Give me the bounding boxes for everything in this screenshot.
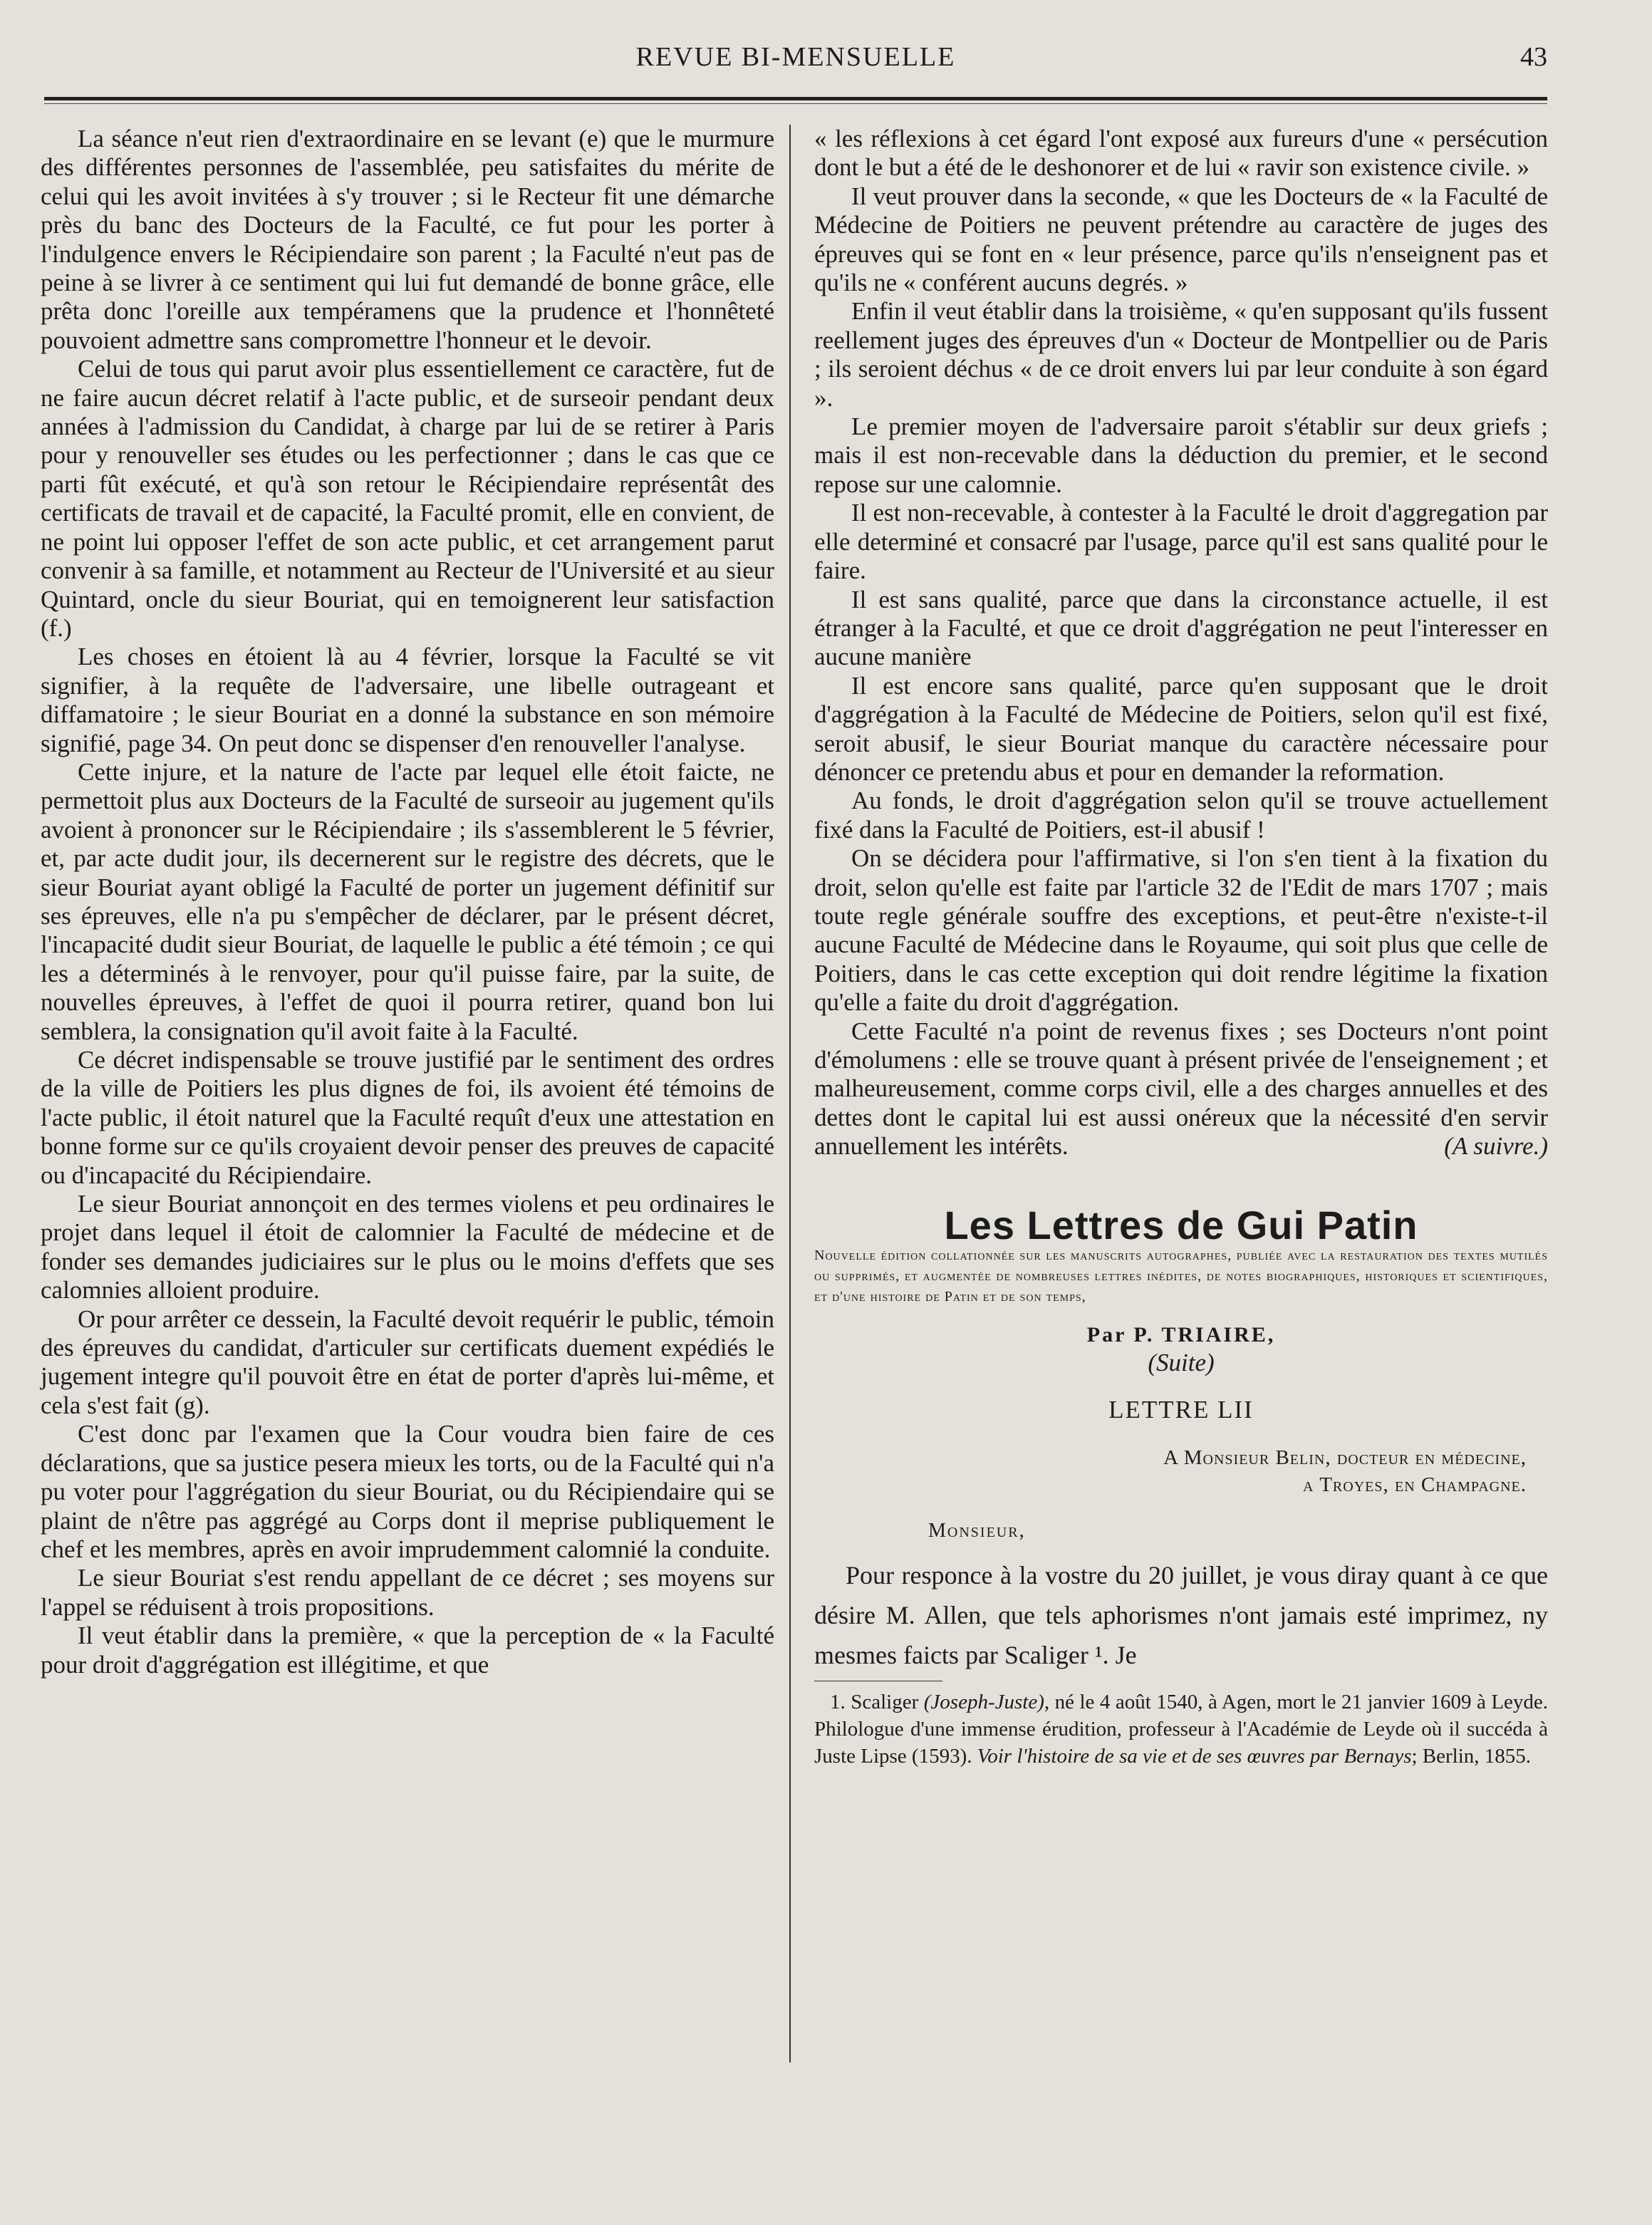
footnote-name: Scaliger	[851, 1691, 919, 1714]
letter-address	[814, 1444, 1548, 1498]
paragraph: Il est non-recevable, à contester à la Faculté le droit d'aggregation par elle determiné et consacré par l'usage, parce qu'il est sans qualité pour le faire.	[814, 499, 1548, 585]
footnote-tail: ; Berlin, 1855.	[1411, 1745, 1532, 1768]
paragraph: « les réflexions à cet égard l'ont exposé aux fureurs d'une « persécution dont le but a été de le deshonorer et de lui « ravir son existence civile. »	[814, 125, 1548, 182]
paragraph: Enfin il veut établir dans la troisième, « qu'en supposant qu'ils fussent reellement juges des épreuves d'un « Docteur de Montpellier ou de Paris ; ils seroient déchus « de ce droit envers lui par leur conduite à son égard ».	[814, 297, 1548, 412]
right-column	[814, 125, 1548, 1770]
paragraph: Il est encore sans qualité, parce qu'en supposant que le droit d'aggrégation à la Faculté de Médecine de Poitiers, selon qu'il est fixé, seroit abusif, le sieur Bouriat manque du caractère nécessaire pour dénoncer ce pretendu abus et pour en demander la reformation.	[814, 671, 1548, 786]
paragraph: Celui de tous qui parut avoir plus essentiellement ce caractère, fut de ne faire aucun décret relatif à l'acte public, et de surseoir pendant deux années à l'admission du Candidat, à charge par lui de se retirer à Paris pour y renouveller ses études ou les perfectionner ; dans le cas que ce parti fût exécuté, et qu'à son retour le Récipiendaire représentât des certificats de travail et de capacité, la Faculté promit, elle en convient, de ne point lui opposer l'effet de son acte public, et cet arrangement parut convenir à sa famille, et notamment au Recteur de l'Université et au sieur Quintard, oncle du sieur Bouriat, qui en temoignerent leur satisfaction (f.)	[41, 355, 774, 642]
page-number: 43	[1520, 42, 1547, 72]
letter-title: LETTRE LII	[1108, 1396, 1254, 1424]
paragraph: Il veut prouver dans la seconde, « que les Docteurs de « la Faculté de Médecine de Poitiers ne peuvent prétendre au caractère de juges des épreuves qui se font en « leur présence, parce qu'ils n'enseignent pas et qu'ils ne « conférent aucuns degrés. »	[814, 182, 1548, 297]
article-suite: (Suite)	[1148, 1349, 1215, 1377]
footnote-number: 1.	[830, 1691, 846, 1714]
to-be-continued: (A suivre.)	[1444, 1132, 1548, 1161]
page-header	[44, 41, 1547, 91]
paragraph: Ce décret indispensable se trouve justifié par le sentiment des ordres de la ville de Poitiers les plus dignes de foi, ils avoient été témoins de l'acte public, il étoit naturel que la Faculté requît d'eux une attestation en bonne forme sur ce qu'ils croyaient devoir penser des preuves de capacité ou d'incapacité du Récipiendaire.	[41, 1046, 774, 1189]
paragraph-text: Cette Faculté n'a point de revenus fixes ; ses Docteurs n'ont point d'émolumens : elle se trouve quant à présent privée de l'enseignement ; et malheureusement, comme corps civil, elle a des charges annuelles et des dettes dont le capital lui est aussi onéreux que la nécessité d'en servir annuellement les intérêts.	[814, 1017, 1548, 1161]
header-rule-thin	[44, 103, 1547, 104]
paragraph: Il est sans qualité, parce que dans la circonstance actuelle, il est étranger à la Faculté, et que ce droit d'aggrégation ne peut l'interesser en aucune manière	[814, 585, 1548, 671]
footnote	[814, 1689, 1548, 1770]
paragraph: Le sieur Bouriat s'est rendu appellant de ce décret ; ses moyens sur l'appel se réduisent à trois propositions.	[41, 1564, 774, 1621]
article-byline: Par P. TRIAIRE,	[1086, 1323, 1276, 1347]
paragraph: Or pour arrêter ce dessein, la Faculté devoit requérir le public, témoin des épreuves du candidat, d'articuler sur certificats duement expédiés le jugement integre qu'il pouvoit être en état de porter d'après lui-même, et cela s'est fait (g).	[41, 1305, 774, 1419]
letter-paragraph: Pour responce à la vostre du 20 juillet, je vous diray quant à ce que désire M. Allen, que tels aphorismes n'ont jamais esté imprimez, ny mesmes faicts par Scaliger ¹. Je	[814, 1561, 1548, 1670]
article-title: Les Lettres de Gui Patin	[944, 1202, 1418, 1248]
journal-title: REVUE BI-MENSUELLE	[635, 42, 956, 72]
paragraph: On se décidera pour l'affirmative, si l'on s'en tient à la fixation du droit, selon qu'elle est faite par l'article 32 de l'Edit de mars 1707 ; mais toute regle générale souffre des exceptions, et peut-être n'existe-t-il aucune Faculté de Médecine dans le Royaume, qui soit plus que celle de Poitiers, dans le cas cette exception qui doit rendre légitime la fixation qu'elle a faite du droit d'aggrégation.	[814, 844, 1548, 1017]
paragraph: Il veut établir dans la première, « que la perception de « la Faculté pour droit d'aggrégation est illégitime, et que	[41, 1622, 774, 1679]
footnote-reference: Voir l'histoire de sa vie et de ses œuvres par Bernays	[977, 1745, 1412, 1768]
footnote-body: , né le 4 août 1540, à Agen, mort le 21 janvier 1609 à Leyde. Philologue d'une immense érudition, professeur à l'Académie de Leyde où il succéda à Juste Lipse (1593).	[814, 1691, 1549, 1768]
paragraph: Les choses en étoient là au 4 février, lorsque la Faculté se vit signifier, à la requête de l'adversaire, une libelle outrageant et diffamatoire ; le sieur Bouriat en a donné la substance en son mémoire signifié, page 34. On peut donc se dispenser d'en renouveller l'analyse.	[41, 643, 774, 757]
left-column	[41, 125, 774, 1679]
column-divider	[789, 125, 791, 2063]
paragraph: Cette injure, et la nature de l'acte par lequel elle étoit faicte, ne permettoit plus aux Docteurs de la Faculté de surseoir au jugement qu'ils avoient à prononcer sur le Récipiendaire ; ils s'assemblerent le 5 février, et, par acte dudit jour, ils decernerent sur le registre des décrets, que le sieur Bouriat ayant obligé la Faculté de porter un jugement définitif sur ses épreuves, elle n'a pu s'empêcher de déclarer, par le présent décret, l'incapacité dudit sieur Bouriat, de laquelle le public a été témoin ; ce qui les a déterminés à le renvoyer, pour qu'il puisse faire, par la suite, de nouvelles épreuves, à l'effet de quoi il pourra retirer, quand bon lui semblera, la consignation qu'il avoit faite à la Faculté.	[41, 757, 774, 1045]
article-subtitle: Nouvelle édition collationnée sur les manuscrits autographes, publiée avec la restauration des textes mutilés ou supprimés, et augmentée de nombreuses lettres inédites, de notes biographiques, historiques et scientifiques, et d'une histoire de Patin et de son temps,	[814, 1248, 1548, 1305]
address-line: a Troyes, en Champagne.	[1303, 1473, 1527, 1497]
address-line: A Monsieur Belin, docteur en médecine,	[1163, 1446, 1527, 1470]
footnote-text	[814, 1689, 1548, 1770]
header-rule	[44, 97, 1547, 100]
paragraph: C'est donc par l'examen que la Cour voudra bien faire de ces déclarations, que sa justice pesera mieux les torts, ou de la Faculté qui n'a pu voter pour l'aggrégation du sieur Bouriat, ou du Récipiendaire qui se plaint de n'être pas aggrégé au Corps dont il meprise publiquement le chef et les membres, après en avoir imprudemment calomnié la conduite.	[41, 1420, 774, 1563]
paragraph: La séance n'eut rien d'extraordinaire en se levant (e) que le murmure des différentes personnes de l'assemblée, peu satisfaites du mérite de celui qui les avoit invitées à s'y trouver ; si le Recteur fit une démarche près du banc des Docteurs de la Faculté, ce fut pour les porter à l'indulgence envers le Récipiendaire son parent ; la Faculté n'eut pas de peine à se livrer à ce sentiment qui lui fut demandé de bonne grâce, elle prêta donc l'oreille aux tempéramens que la prudence et l'honnêteté pouvoient admettre sans compromettre l'honneur et le devoir.	[41, 125, 774, 354]
paragraph: Au fonds, le droit d'aggrégation selon qu'il se trouve actuellement fixé dans la Faculté de Poitiers, est-il abusif !	[814, 787, 1548, 844]
paragraph	[814, 1017, 1548, 1161]
footnote-given-name: (Joseph-Juste)	[923, 1691, 1044, 1714]
paragraph: Le sieur Bouriat annonçoit en des termes violens et peu ordinaires le projet dans lequel il étoit de calomnier la Faculté de médecine et de fonder ses demandes judiciaires sur le plus ou le moins d'effets que ses calomnies alloient produire.	[41, 1190, 774, 1305]
paragraph: Le premier moyen de l'adversaire paroit s'établir sur deux griefs ; mais il est non-recevable dans la déduction du premier, et le second repose sur une calomnie.	[814, 413, 1548, 498]
letter-body	[814, 1555, 1548, 1675]
letter-salutation: Monsieur,	[928, 1520, 1026, 1542]
